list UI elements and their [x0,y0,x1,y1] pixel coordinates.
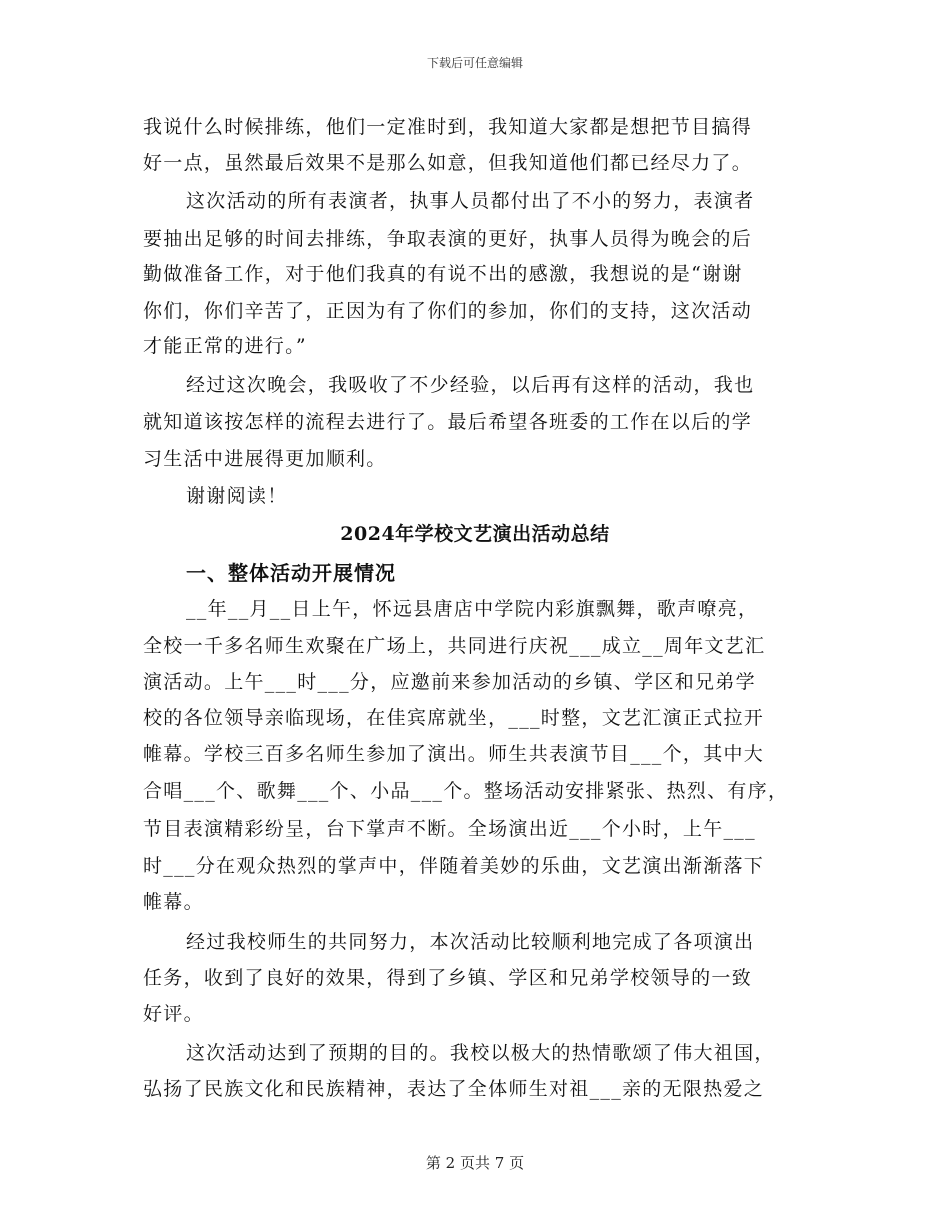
page-header: 下载后可任意编辑 [426,56,523,70]
body-line: 演活动。上午___时___分，应邀前来参加活动的乡镇、学区和兄弟学 [143,671,756,693]
section-title: 2024年学校文艺演出活动总结 [340,523,610,545]
body-line: 你们，你们辛苦了，正因为有了你们的参加，你们的支持，这次活动 [143,300,753,322]
body-line: 时___分在观众热烈的掌声中，伴随着美妙的乐曲，文艺演出渐渐落下 [143,855,765,877]
paragraph-first-line: 这次活动的所有表演者，执事人员都付出了不小的努力，表演者 [186,190,755,212]
body-line: 帷幕。学校三百多名师生参加了演出。师生共表演节目___个，其中大 [143,743,765,765]
body-line: 帷幕。 [143,891,204,913]
body-line: 就知道该按怎样的流程去进行了。最后希望各班委的工作在以后的学 [143,411,753,433]
body-line: 弘扬了民族文化和民族精神，表达了全体师生对祖___亲的无限热爱之 [143,1078,765,1100]
paragraph-first-line: 这次活动达到了预期的目的。我校以极大的热情歌颂了伟大祖国， [186,1042,775,1064]
paragraph-first-line: __年__月__日上午，怀远县唐店中学院内彩旗飘舞，歌声嘹亮， [186,598,759,620]
body-line: 习生活中进展得更加顺利。 [143,448,387,470]
body-line: 校的各位领导亲临现场，在佳宾席就坐，___时整，文艺汇演正式拉开 [143,707,765,729]
paragraph-first-line: 经过我校师生的共同努力，本次活动比较顺利地完成了各项演出 [186,931,755,953]
body-line: 好一点，虽然最后效果不是那么如意，但我知道他们都已经尽力了。 [143,152,753,174]
page-footer: 第 2 页共 7 页 [425,1154,525,1172]
body-line: 全校一千多名师生欢聚在广场上，共同进行庆祝___成立__周年文艺汇 [143,635,766,657]
body-line: 我说什么时候排练，他们一定准时到，我知道大家都是想把节目搞得 [143,116,753,138]
paragraph-first-line: 经过这次晚会，我吸收了不少经验，以后再有这样的活动，我也 [186,374,755,396]
body-line: 要抽出足够的时间去排练，争取表演的更好，执事人员得为晚会的后 [143,228,753,250]
body-line: 任务，收到了良好的效果，得到了乡镇、学区和兄弟学校领导的一致 [143,967,753,989]
section-heading: 一、整体活动开展情况 [186,561,396,585]
body-line: 好评。 [143,1003,204,1025]
body-line: 勤做准备工作，对于他们我真的有说不出的感激，我想说的是“谢谢 [143,263,743,285]
body-line: 节目表演精彩纷呈，台下掌声不断。全场演出近___个小时，上午___ [143,818,756,840]
closing-line: 谢谢阅读！ [186,485,288,507]
body-line: 才能正常的进行。” [143,335,307,357]
body-line: 合唱___个、歌舞___个、小品___个。整场活动安排紧张、热烈、有序， [143,780,789,802]
